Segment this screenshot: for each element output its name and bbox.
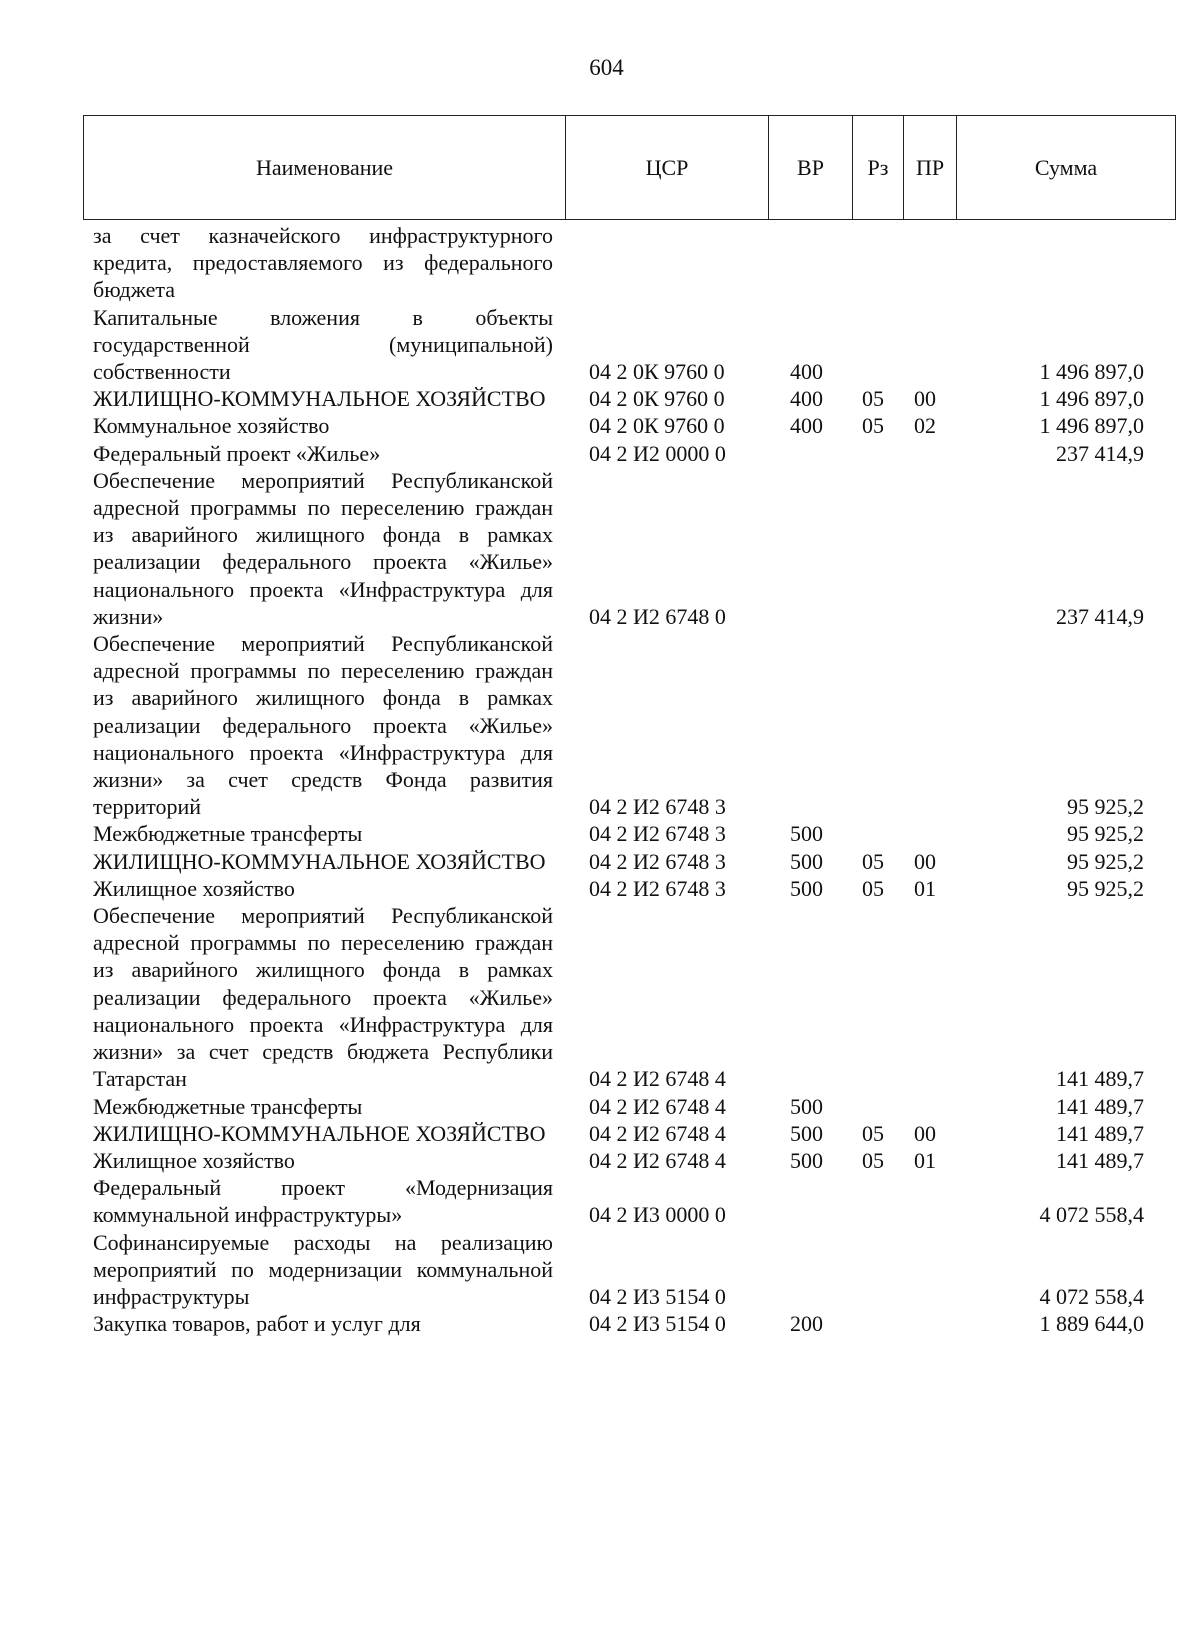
row-sum: 95 925,2 [1067,821,1144,847]
row-sum: 1 496 897,0 [1039,386,1144,412]
table-row [0,902,1200,1092]
row-name: Федеральный проект «Жилье» [93,440,381,466]
row-sum: 4 072 558,4 [1039,1283,1144,1309]
table-row [0,412,1200,439]
row-rz: 05 [862,875,884,901]
row-name: Коммунальное хозяйство [93,413,330,439]
row-sum: 237 414,9 [1056,440,1144,466]
row-name: Обеспечение мероприятий Республиканской адресной программы по переселению граждан из аварийного жилищного фонда в рамках реализации федерального проекта «Жилье» национального проекта «Инфраструктура для жизни» за счет средств Фонда развития территорий [93,631,553,820]
row-name: Закупка товаров, работ и услуг для [93,1311,421,1337]
table-row [0,1147,1200,1174]
row-csr: 04 2 И2 6748 4 [589,1147,726,1173]
page-number: 604 [589,55,624,80]
row-csr: 04 2 И3 5154 0 [589,1311,726,1337]
row-name: Жилищное хозяйство [93,1147,295,1173]
row-sum: 95 925,2 [1067,875,1144,901]
row-pr: 00 [914,386,936,412]
table-row [0,385,1200,412]
row-csr: 04 2 И2 6748 3 [589,794,726,820]
row-sum: 1 496 897,0 [1039,413,1144,439]
row-name: ЖИЛИЩНО-КОММУНАЛЬНОЕ ХОЗЯЙСТВО [93,1120,546,1146]
row-csr: 04 2 0К 9760 0 [589,386,725,412]
table-row [0,440,1200,467]
table-row [0,467,1200,630]
row-csr: 04 2 И3 0000 0 [589,1202,726,1228]
header-rz: Рз [853,116,904,219]
row-pr: 01 [914,1147,936,1173]
table-row [0,1120,1200,1147]
row-vr: 500 [790,821,823,847]
table-row [0,222,1200,304]
row-pr: 01 [914,875,936,901]
row-name: Межбюджетные трансферты [93,821,363,847]
row-vr: 500 [790,1093,823,1119]
row-csr: 04 2 И2 6748 4 [589,1093,726,1119]
row-csr: 04 2 0К 9760 0 [589,359,725,385]
row-vr: 400 [790,386,823,412]
table-row [0,1310,1200,1337]
table-row [0,630,1200,820]
table-body [0,222,1200,1337]
row-vr: 500 [790,848,823,874]
header-pr: ПР [904,116,957,219]
table-row [0,875,1200,902]
row-pr: 00 [914,848,936,874]
row-csr: 04 2 0К 9760 0 [589,413,725,439]
row-sum: 237 414,9 [1056,603,1144,629]
row-name: Межбюджетные трансферты [93,1093,363,1119]
header-name: Наименование [84,116,566,219]
row-vr: 500 [790,1120,823,1146]
header-csr: ЦСР [566,116,769,219]
row-csr: 04 2 И2 6748 0 [589,603,726,629]
row-rz: 05 [862,386,884,412]
row-vr: 400 [790,359,823,385]
row-sum: 141 489,7 [1056,1066,1144,1092]
row-sum: 1 496 897,0 [1039,359,1144,385]
row-csr: 04 2 И2 6748 3 [589,875,726,901]
row-csr: 04 2 И3 5154 0 [589,1283,726,1309]
row-vr: 400 [790,413,823,439]
table-row [0,848,1200,875]
row-sum: 141 489,7 [1056,1147,1144,1173]
row-vr: 200 [790,1311,823,1337]
row-csr: 04 2 И2 6748 3 [589,821,726,847]
table-row [0,304,1200,386]
row-name: Жилищное хозяйство [93,875,295,901]
row-rz: 05 [862,1147,884,1173]
row-rz: 05 [862,1120,884,1146]
table-row [0,820,1200,847]
row-vr: 500 [790,875,823,901]
row-name: Обеспечение мероприятий Республиканской адресной программы по переселению граждан из аварийного жилищного фонда в рамках реализации федерального проекта «Жилье» национального проекта «Инфраструктура для жизни» за счет средств бюджета Республики Татарстан [93,903,553,1092]
table-row [0,1093,1200,1120]
table-row [0,1229,1200,1311]
header-vr: ВР [769,116,853,219]
table-row [0,1174,1200,1228]
row-csr: 04 2 И2 6748 4 [589,1120,726,1146]
row-vr: 500 [790,1147,823,1173]
row-csr: 04 2 И2 6748 3 [589,848,726,874]
row-sum: 95 925,2 [1067,794,1144,820]
table-header [83,115,1176,220]
row-name: ЖИЛИЩНО-КОММУНАЛЬНОЕ ХОЗЯЙСТВО [93,386,546,412]
row-name: ЖИЛИЩНО-КОММУНАЛЬНОЕ ХОЗЯЙСТВО [93,848,546,874]
row-pr: 02 [914,413,936,439]
row-sum: 141 489,7 [1056,1093,1144,1119]
row-name: Федеральный проект «Модернизация коммунальной инфраструктуры» [93,1175,553,1228]
row-pr: 00 [914,1120,936,1146]
header-sum: Сумма [1034,154,1098,180]
row-csr: 04 2 И2 0000 0 [589,440,726,466]
row-sum: 1 889 644,0 [1039,1311,1144,1337]
row-sum: 95 925,2 [1067,848,1144,874]
row-csr: 04 2 И2 6748 4 [589,1066,726,1092]
row-name: Капитальные вложения в объекты государственной (муниципальной) собственности [93,304,553,385]
row-name: Обеспечение мероприятий Республиканской адресной программы по переселению граждан из аварийного жилищного фонда в рамках реализации федерального проекта «Жилье» национального проекта «Инфраструктура для жизни» [93,467,553,629]
row-rz: 05 [862,848,884,874]
row-sum: 4 072 558,4 [1039,1202,1144,1228]
row-rz: 05 [862,413,884,439]
row-name: Софинансируемые расходы на реализацию мероприятий по модернизации коммунальной инфраструктуры [93,1229,553,1309]
row-sum: 141 489,7 [1056,1120,1144,1146]
row-name: за счет казначейского инфраструктурного кредита, предоставляемого из федерального бюджета [93,223,553,303]
